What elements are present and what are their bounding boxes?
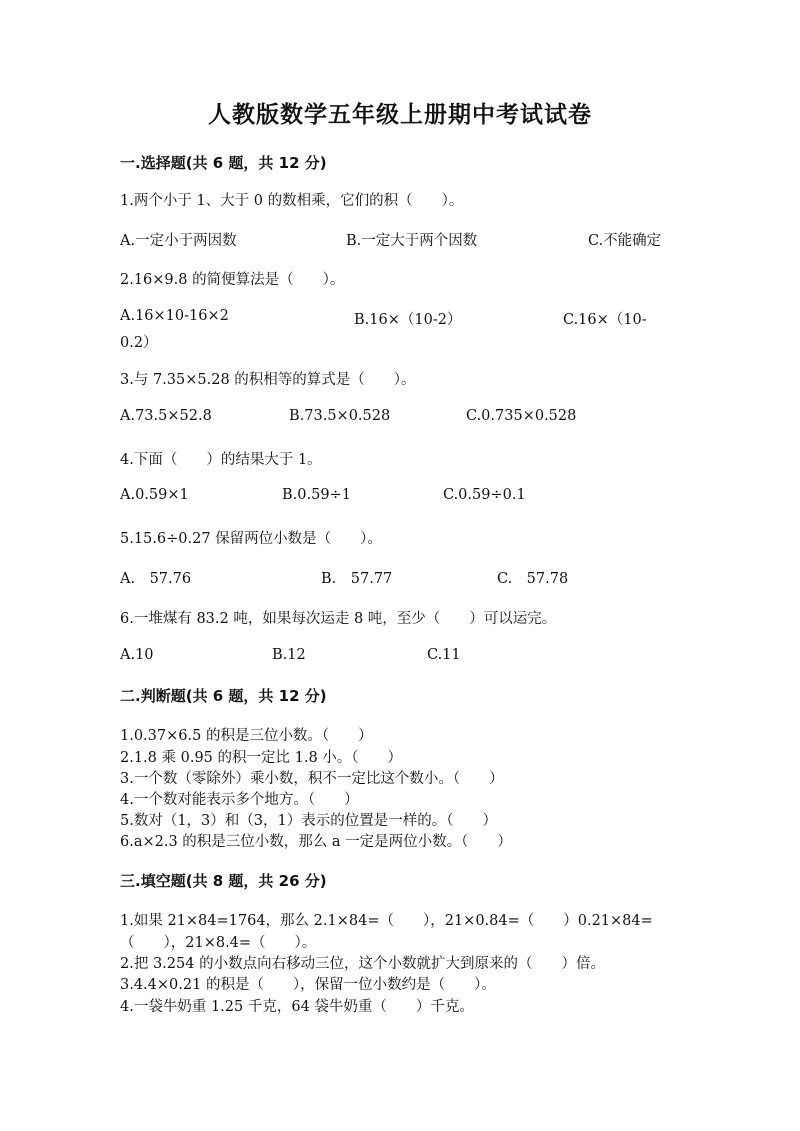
option-c-continued: 0.2） [120,335,158,351]
option-b: B.0.59÷1 [282,487,351,503]
question-stem: 1.两个小于 1、大于 0 的数相乘，它们的积（ ）。 [120,193,464,209]
section-heading-judgement: 二.判断题(共 6 题，共 12 分) [120,687,327,705]
option-b: B.73.5×0.528 [289,408,391,424]
option-c: C.不能确定 [588,233,662,249]
option-c: C. 57.78 [497,571,569,587]
question-stem: 5.15.6÷0.27 保留两位小数是（ ）。 [120,531,382,547]
question-stem: 4.下面（ ）的结果大于 1。 [120,452,322,468]
judgement-item: 1.0.37×6.5 的积是三位小数。（ ） [120,728,373,744]
option-b: B.16×（10-2） [354,312,462,328]
fill-blank-item: 3.4.4×0.21 的积是（ ），保留一位小数约是（ ）。 [120,977,496,993]
fill-blank-item: 2.把 3.254 的小数点向右移动三位，这个小数就扩大到原来的（ ）倍。 [120,956,606,972]
option-c: C.0.59÷0.1 [443,487,526,503]
fill-blank-item: 1.如果 21×84=1764，那么 2.1×84=（ ），21×0.84=（ ）0.21×84= [120,913,653,929]
question-stem: 2.16×9.8 的简便算法是（ ）。 [120,272,345,288]
option-a: A.10 [120,647,154,663]
judgement-item: 4.一个数对能表示多个地方。（ ） [120,792,359,808]
option-a: A.73.5×52.8 [120,408,212,424]
option-c: C.11 [427,647,461,663]
option-a: A.一定小于两因数 [120,233,237,249]
option-a: A. 57.76 [120,571,192,587]
question-stem: 6.一堆煤有 83.2 吨，如果每次运走 8 吨，至少（ ）可以运完。 [120,611,557,627]
judgement-item: 6.a×2.3 的积是三位小数，那么 a 一定是两位小数。（ ） [120,834,512,850]
question-stem: 3.与 7.35×5.28 的积相等的算式是（ ）。 [120,372,416,388]
option-a: A.0.59×1 [120,487,189,503]
option-a: A.16×10-16×2 [120,308,229,324]
judgement-item: 3.一个数（零除外）乘小数，积不一定比这个数小。（ ） [120,771,504,787]
judgement-item: 5.数对（1，3）和（3，1）表示的位置是一样的。（ ） [120,813,497,829]
option-b: B.一定大于两个因数 [346,233,478,249]
section-heading-choice: 一.选择题(共 6 题，共 12 分) [120,154,327,172]
fill-blank-item: 4.一袋牛奶重 1.25 千克，64 袋牛奶重（ ）千克。 [120,999,474,1015]
fill-blank-item-continued: （ ），21×8.4=（ ）。 [120,935,317,951]
option-c: C.16×（10- [563,312,647,328]
option-b: B. 57.77 [321,571,393,587]
page-title: 人教版数学五年级上册期中考试试卷 [208,102,592,128]
option-b: B.12 [272,647,306,663]
section-heading-fill-blank: 三.填空题(共 8 题，共 26 分) [120,872,327,890]
judgement-item: 2.1.8 乘 0.95 的积一定比 1.8 小。（ ） [120,750,403,766]
option-c: C.0.735×0.528 [466,408,577,424]
